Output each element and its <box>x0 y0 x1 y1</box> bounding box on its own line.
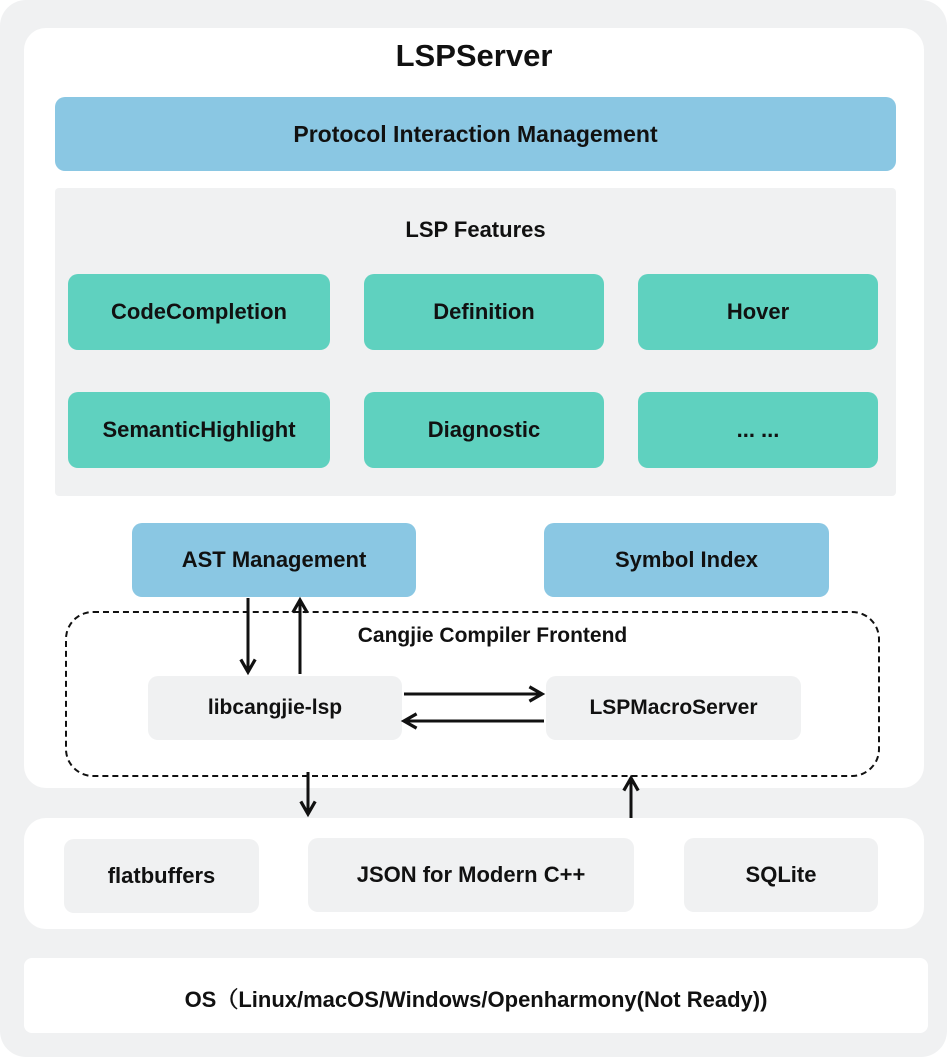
lib-json-modern-cpp: JSON for Modern C++ <box>308 838 634 912</box>
symbol-index-box: Symbol Index <box>544 523 829 597</box>
feature-semantic-highlight: SemanticHighlight <box>68 392 330 468</box>
feature-code-completion: CodeCompletion <box>68 274 330 350</box>
lsp-features-title: LSP Features <box>405 217 546 242</box>
os-label: OS（Linux/macOS/Windows/Openharmony(Not Ready)) <box>184 987 768 1012</box>
lib-sqlite: SQLite <box>684 838 878 912</box>
feature-definition: Definition <box>364 274 604 350</box>
feature-diagnostic: Diagnostic <box>364 392 604 468</box>
feature-more: ... ... <box>638 392 878 468</box>
lsp-macro-server-box: LSPMacroServer <box>546 676 801 740</box>
lsp-server-title: LSPServer <box>395 38 553 73</box>
feature-hover: Hover <box>638 274 878 350</box>
compiler-frontend-title: Cangjie Compiler Frontend <box>357 624 628 647</box>
ast-management-box: AST Management <box>132 523 416 597</box>
protocol-interaction-box: Protocol Interaction Management <box>55 97 896 171</box>
libcangjie-lsp-box: libcangjie-lsp <box>148 676 402 740</box>
lib-flatbuffers: flatbuffers <box>64 839 259 913</box>
